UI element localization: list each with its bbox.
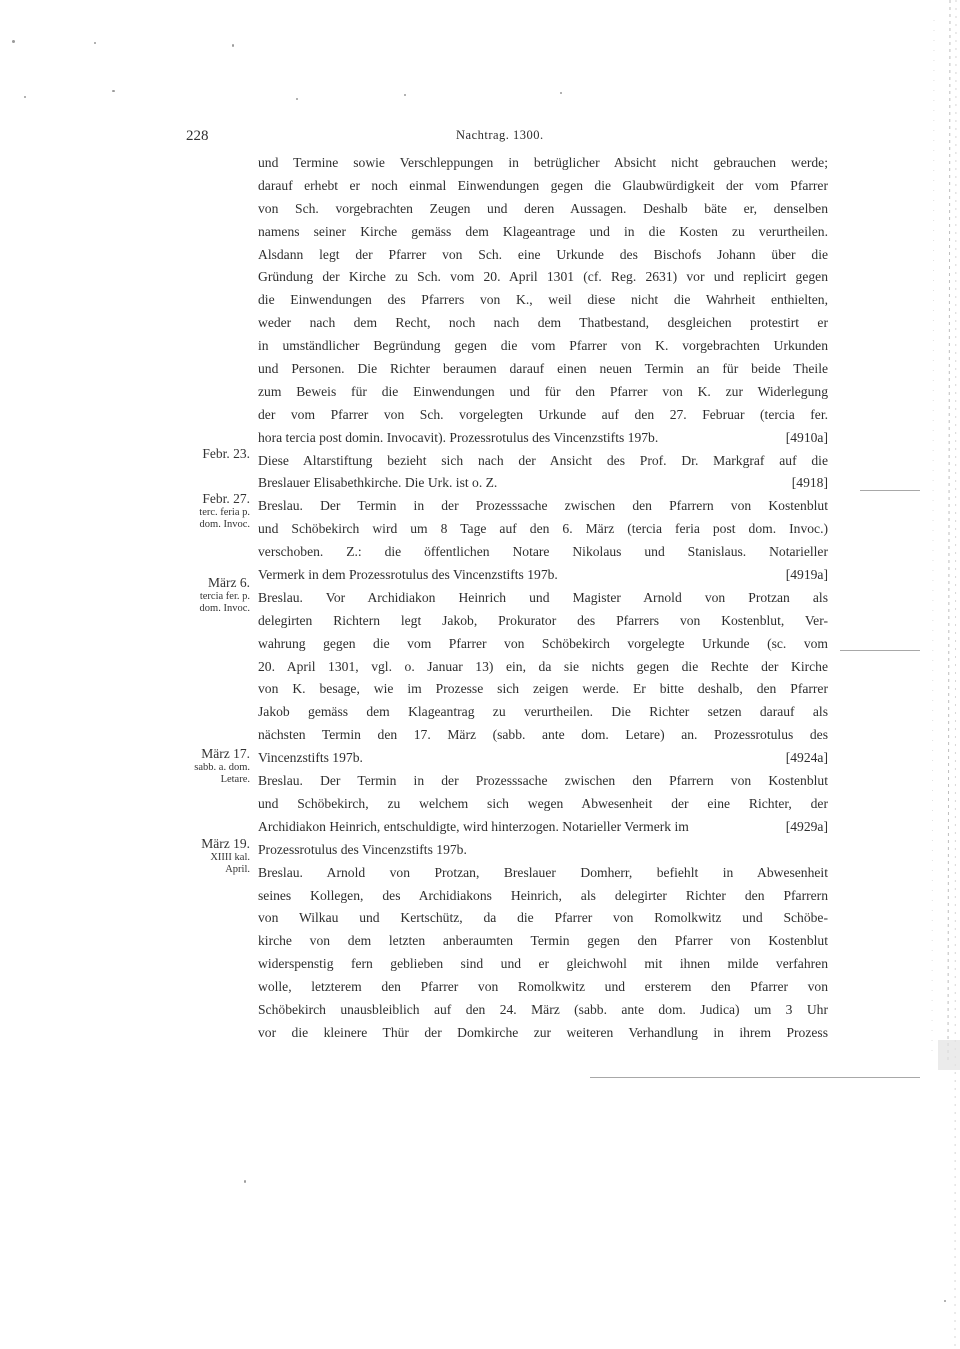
margin-date-latin: dom. Invoc.: [199, 602, 250, 614]
text-line: namens seiner Kirche gemäss dem Klageantrage und in die Kosten zu verurtheilen.: [258, 223, 828, 239]
margin-date: [150, 491, 250, 530]
text-line: 20. April 1301, vgl. o. Januar 13) ein, da sie nichts gegen die Rechte der Kirche: [258, 658, 828, 674]
text-line: Breslau. Der Termin in der Prozesssache zwischen den Pfarrern von Kostenblut: [258, 773, 828, 789]
margin-date-main: März 6.: [208, 575, 250, 590]
record-number: [4929a]: [785, 818, 828, 834]
text-line: der vom Pfarrer von Sch. vorgelegten Urkunde auf den 27. Februar (tercia fer.: [258, 406, 828, 422]
document-body: [258, 152, 828, 1045]
scan-edge-texture: [882, 0, 960, 1349]
text-line: weder nach dem Recht, noch nach dem Thatbestand, desgleichen protestirt er: [258, 315, 828, 331]
scan-speck: [94, 42, 96, 44]
text-line: darauf erhebt er noch einmal Einwendungen gegen die Glaubwürdigkeit der vom Pfarrer: [258, 177, 828, 193]
scan-speck: [944, 1300, 946, 1302]
scan-rule-line: [840, 650, 920, 651]
margin-date-main: März 17.: [201, 746, 250, 761]
running-title: Nachtrag. 1300.: [456, 128, 544, 142]
record-number: [4918]: [791, 475, 828, 491]
scan-speck: [244, 1180, 246, 1183]
text-line-with-ref: [258, 816, 828, 839]
text-line: kirche von dem letzten anberaumten Termin gegen den Pfarrer von Kostenblut: [258, 933, 828, 949]
margin-date-main: März 19.: [201, 836, 250, 851]
margin-date: [150, 836, 250, 875]
text-line: und Termine sowie Verschleppungen in betrüglicher Absicht nicht gebrauchen werde;: [258, 155, 828, 170]
margin-date-main: Febr. 27.: [202, 491, 250, 506]
margin-date-latin: XIIII kal.: [210, 852, 250, 863]
scan-speck: [12, 40, 15, 43]
text-line: die Einwendungen des Pfarrers von K., weil diese nicht die Wahrheit enthielten,: [258, 292, 828, 308]
text-line: Schöbekirch unausbleiblich auf den 24. März (sabb. ante dom. Judica) um 3 Uhr: [258, 1001, 828, 1017]
margin-date-latin: April.: [225, 863, 250, 875]
text-line: zum Beweis für die Einwendungen und für den Pfarrer von K. zur Widerlegung: [258, 383, 828, 399]
margin-date-main: Febr. 23.: [202, 446, 250, 461]
text-line: wahrung gegen die vom Pfarrer von Schöbekirch vorgelegte Urkunde (sc. vom: [258, 635, 828, 651]
margin-date-latin: Letare.: [220, 773, 250, 785]
text-line: wolle, letzterem den Pfarrer von Romolkwitz und ersterem den Pfarrer von: [258, 979, 828, 995]
text-line: vor die kleinere Thür der Domkirche zur weiteren Verhandlung in ihrem Prozess: [258, 1024, 828, 1040]
text-line: und Schöbekirch wird um 8 Tage auf den 6. März (tercia feria post dom. Invoc.): [258, 521, 828, 537]
text-line: Alsdann legt der Pfarrer von Sch. eine Urkunde des Bischofs Johann über die: [258, 246, 828, 262]
text-line: hora tercia post domin. Invocavit). Prozessrotulus des Vincenzstifts 197b.: [258, 429, 659, 445]
text-line: Jakob gemäss dem Klageantrag zu verurtheilen. Die Richter setzen darauf als: [258, 704, 828, 720]
text-line: Prozessrotulus des Vincenzstifts 197b.: [258, 841, 467, 857]
text-line: von Wilkau und Kertschütz, da die Pfarrer von Romolkwitz und Schöbe-: [258, 910, 828, 926]
text-line: von K. besage, wie im Prozesse sich zeigen werde. Er bitte deshalb, den Pfarrer: [258, 681, 828, 697]
text-line-with-ref: [258, 472, 828, 495]
margin-date-latin: sabb. a. dom.: [194, 762, 250, 773]
margin-date: [150, 575, 250, 614]
text-line: Gründung der Kirche zu Sch. vom 20. April 1301 (cf. Reg. 2631) vor und replicirt gegen: [258, 269, 828, 285]
record-number: [4924a]: [785, 750, 828, 766]
margin-date: [150, 746, 250, 785]
text-line: seines Kollegen, des Archidiakons Heinrich, als delegirter Richter den Pfarrern: [258, 887, 828, 903]
text-line: nächsten Termin den 17. März (sabb. ante dom. Letare) an. Prozessrotulus des: [258, 727, 828, 743]
scan-speck: [560, 92, 562, 94]
text-line: von Sch. vorgebrachten Zeugen und deren Aussagen. Deshalb bäte er, denselben: [258, 200, 828, 216]
text-line-with-ref: [258, 427, 828, 450]
text-line: Archidiakon Heinrich, entschuldigte, wird hinterzogen. Notarieller Vermerk im: [258, 818, 689, 834]
scan-rule-line: [590, 1077, 920, 1078]
margin-date-latin: terc. feria p.: [199, 507, 250, 518]
text-line: und Personen. Die Richter beraumen darauf einen neuen Termin an für beide Theile: [258, 361, 828, 377]
scan-speck: [24, 96, 26, 98]
scan-speck: [296, 98, 298, 100]
text-line-with-ref: [258, 747, 828, 770]
margin-date-latin: dom. Invoc.: [199, 518, 250, 530]
scan-speck: [232, 44, 234, 47]
page-number: 228: [186, 128, 209, 144]
scan-rule-line: [860, 490, 920, 491]
text-line: Breslauer Elisabethkirche. Die Urk. ist o. Z.: [258, 475, 498, 491]
scan-speck: [112, 90, 115, 92]
text-line: in umständlicher Begründung gegen die vom Pfarrer von K. vorgebrachten Urkunden: [258, 338, 828, 354]
text-line: Vermerk in dem Prozessrotulus des Vincenzstifts 197b.: [258, 567, 558, 583]
record-number: [4910a]: [785, 429, 828, 445]
text-line: Breslau. Vor Archidiakon Heinrich und Magister Arnold von Protzan als: [258, 589, 828, 605]
text-line: und Schöbekirch, zu welchem sich wegen Abwesenheit der eine Richter, der: [258, 795, 828, 811]
text-line: delegirten Richtern legt Jakob, Prokurator des Pfarrers von Kostenblut, Ver-: [258, 612, 828, 628]
text-line: verschoben. Z.: die öffentlichen Notare Nikolaus und Stanislaus. Notarieller: [258, 544, 828, 560]
margin-date: [150, 446, 250, 462]
text-line: Breslau. Arnold von Protzan, Breslauer Domherr, befiehlt in Abwesenheit: [258, 864, 828, 880]
text-line-with-ref: [258, 564, 828, 587]
record-number: [4919a]: [785, 567, 828, 583]
text-line: Diese Altarstiftung bezieht sich nach der Ansicht des Prof. Dr. Markgraf auf die: [258, 452, 828, 468]
text-line: Breslau. Der Termin in der Prozesssache zwischen den Pfarrern von Kostenblut: [258, 498, 828, 514]
scan-speck: [404, 94, 406, 96]
text-line: Vincenzstifts 197b.: [258, 750, 363, 766]
margin-date-latin: tercia fer. p.: [199, 591, 250, 602]
text-line: widerspenstig fern geblieben sind und er gleichwohl mit ihnen milde verfahren: [258, 956, 828, 972]
